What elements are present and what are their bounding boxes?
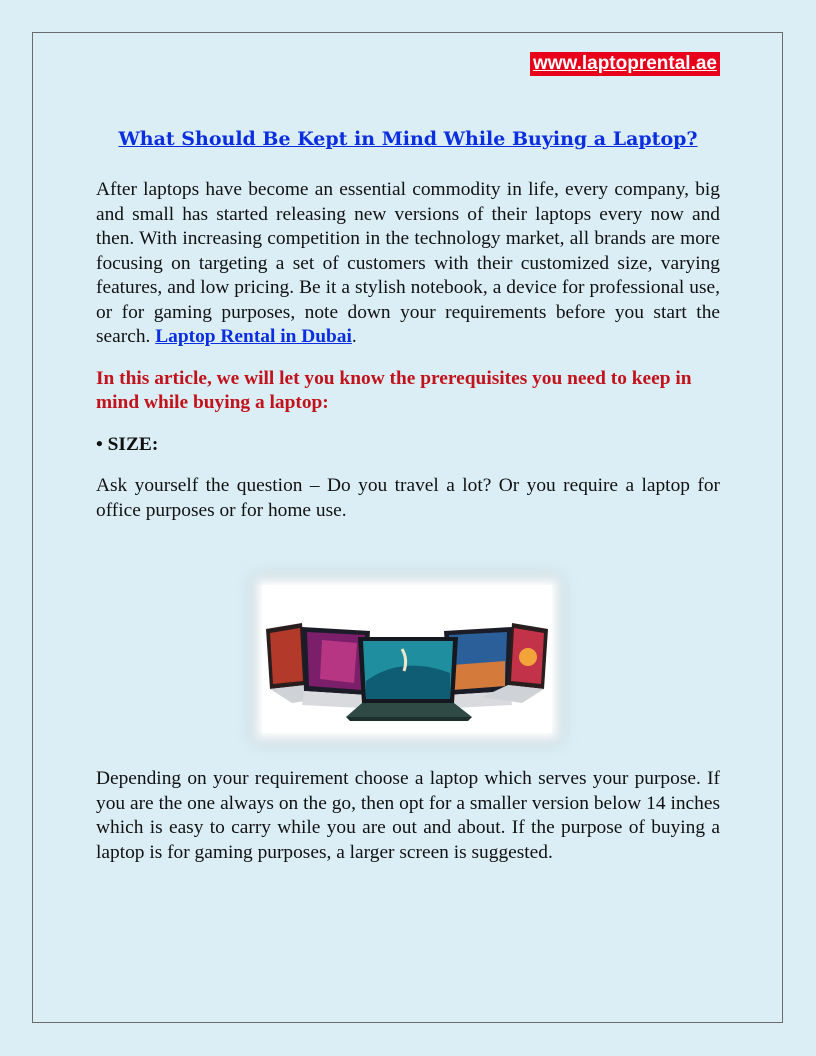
size-body-paragraph: Depending on your requirement choose a laptop which serves your purpose. If you are the one always on the go, then opt for a smaller version below 14 inches which is easy to carry while you are out and about. If the purpose of buying a laptop is for gaming purposes, a larger screen is suggested.: [96, 768, 720, 863]
laptops-illustration: [262, 585, 552, 733]
size-question: Ask yourself the question – Do you travel a lot? Or you require a laptop for office purposes or for home use.: [96, 475, 720, 521]
intro-text: After laptops have become an essential commodity in life, every company, big and small has started releasing new versions of their laptops every now and then. With increasing competition in the technology market, all brands are more focusing on targeting a set of customers with their customized size, varying features, and low pricing. Be it a stylish notebook, a device for professional use, or for gaming purposes, note down your requirements before you start the search.: [96, 179, 720, 347]
laptop-rental-dubai-link[interactable]: Laptop Rental in Dubai: [155, 326, 352, 347]
laptop-center: [346, 637, 472, 721]
size-heading: • SIZE:: [96, 433, 159, 455]
highlight-paragraph: In this article, we will let you know the prerequisites you need to keep in mind while buying a laptop:: [96, 367, 692, 413]
intro-paragraph: [96, 178, 720, 350]
article-title[interactable]: What Should Be Kept in Mind While Buying a Laptop?: [118, 128, 698, 150]
laptops-lineup-image: [262, 585, 552, 733]
intro-end: .: [351, 326, 357, 347]
article-body: [96, 178, 720, 540]
site-url-link[interactable]: www.laptoprental.ae: [530, 52, 720, 76]
